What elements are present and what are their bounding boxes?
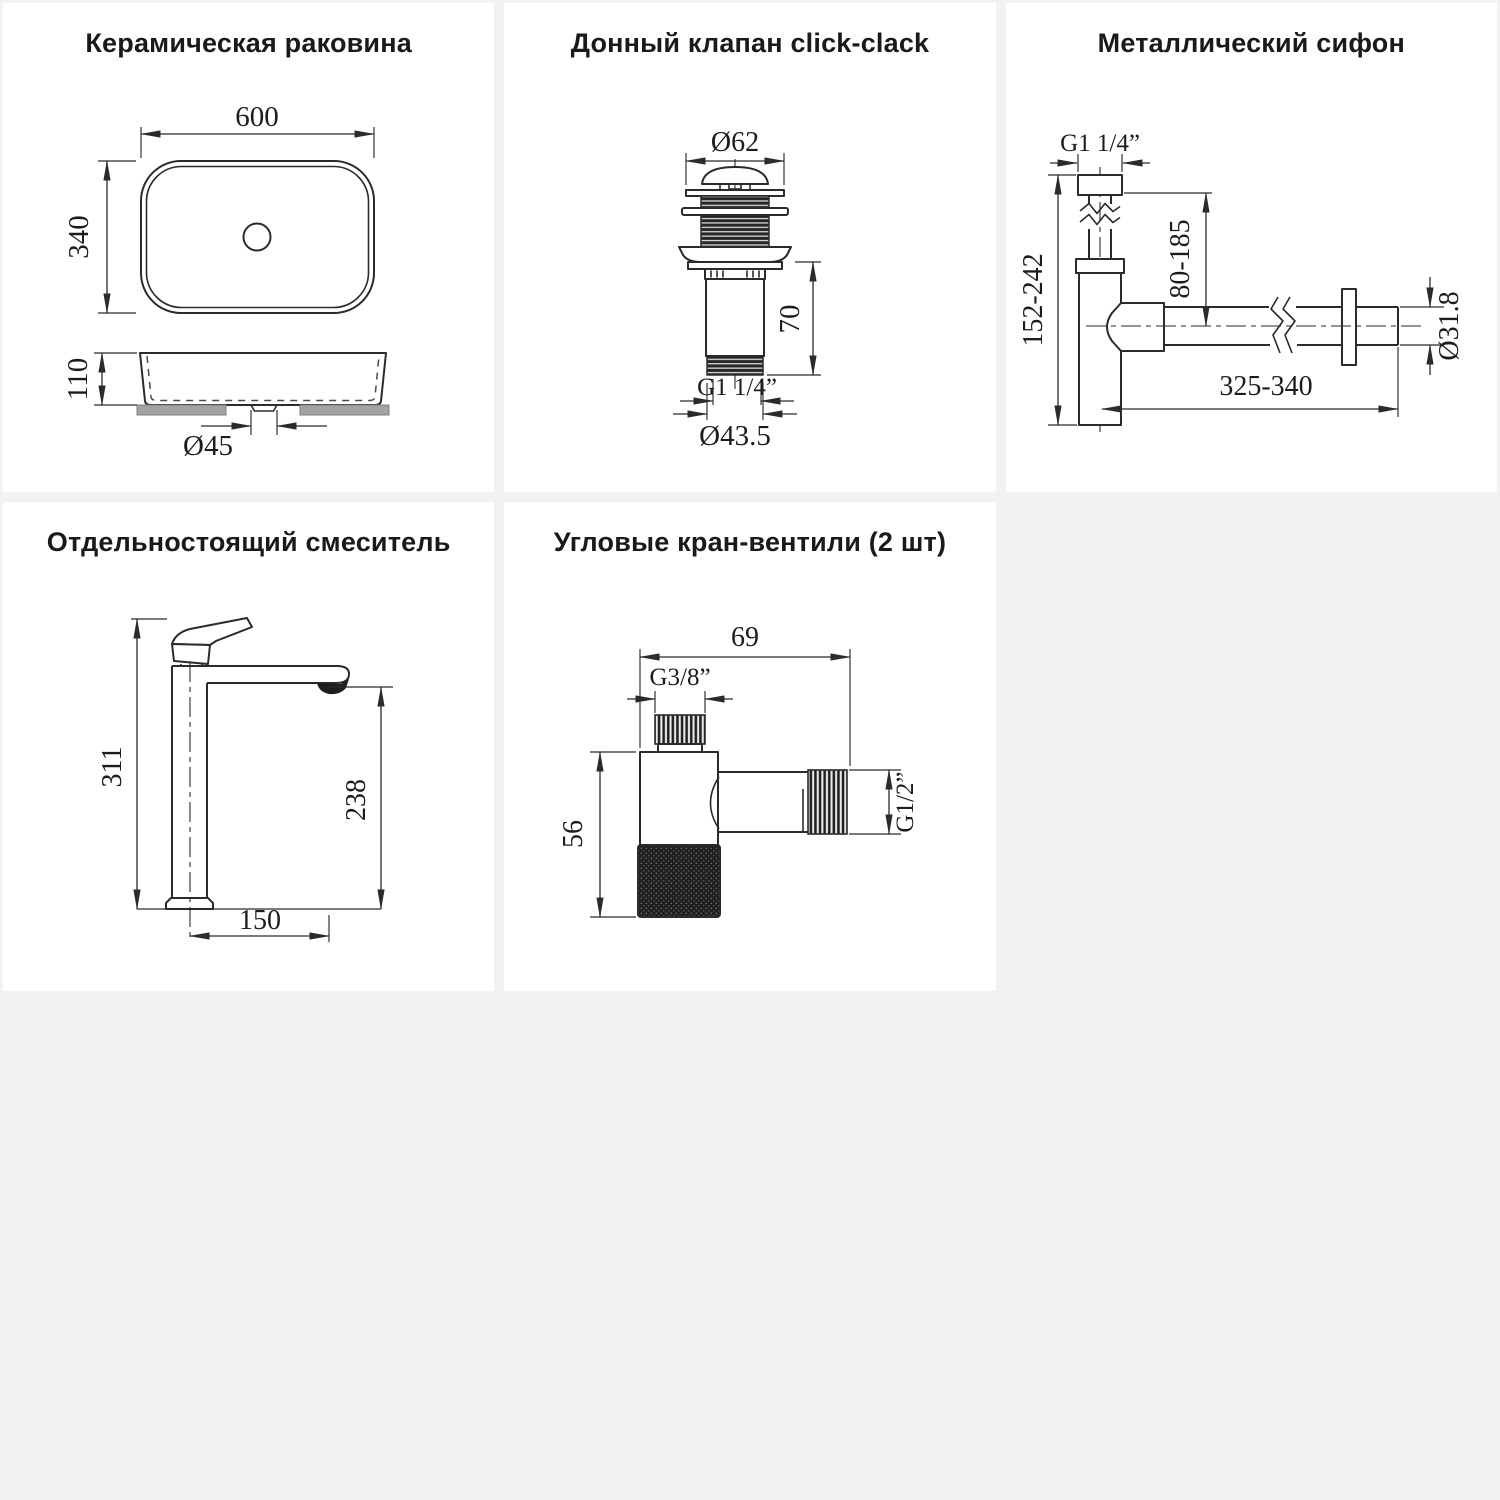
dim-sink-width: 600 [234, 101, 279, 133]
mixer-handle [172, 618, 252, 645]
siphon-coupling [1076, 259, 1124, 273]
dim-angle-valve-inlet: G3/8” [649, 664, 711, 691]
angle-valve-dim-height [558, 752, 636, 917]
valve-cap [702, 167, 768, 184]
valve-bottom-thread [707, 356, 763, 375]
drain-hole [243, 224, 270, 251]
angle-valve-outlet-thread [808, 770, 847, 834]
siphon-bottle [1079, 273, 1121, 425]
mounting-pad-left [137, 405, 226, 415]
panel-valve [504, 3, 995, 492]
panel-valve-title: Донный клапан click-clack [570, 28, 930, 58]
angle-valve-dim-outlet-thread [849, 770, 919, 834]
angle-valve-drawing [505, 582, 995, 982]
mixer-cartridge [172, 644, 210, 664]
dim-sink-depth: 340 [62, 215, 95, 259]
sink-dim-height [62, 353, 137, 405]
sink-dim-width [141, 101, 374, 158]
siphon-top-nut [1078, 175, 1122, 195]
valve-slot-ring [705, 269, 765, 279]
dim-sink-height: 110 [61, 357, 94, 401]
mixer-dim-reach [190, 905, 329, 942]
dim-mixer-reach: 150 [238, 905, 281, 936]
panel-mixer-title: Отдельностоящий смеситель [46, 527, 451, 557]
dim-siphon-thread: G1 1/4” [1060, 130, 1141, 157]
dim-valve-thread: G1 1/4” [697, 374, 777, 401]
dim-angle-valve-length: 69 [730, 622, 759, 653]
sink-dim-depth [63, 161, 136, 313]
siphon-escutcheon [1342, 289, 1356, 365]
dim-angle-valve-outlet: G1/2” [891, 771, 919, 833]
mixer-dim-total-height [97, 619, 167, 909]
sink-top-view [141, 161, 374, 313]
valve-dim-thread [680, 374, 794, 405]
dim-angle-valve-height: 56 [557, 820, 589, 848]
mixer-spout [172, 666, 349, 683]
panel-sink-title: Керамическая раковина [85, 28, 412, 58]
mixer-body-drawing [137, 618, 381, 940]
pipe-break [1271, 297, 1283, 353]
sink-side-view [137, 353, 389, 415]
dim-sink-drain: Ø45 [182, 430, 233, 462]
dim-siphon-inlet: 80-185 [1165, 219, 1197, 299]
dim-siphon-height: 152-242 [1018, 253, 1050, 347]
panel-mixer [3, 502, 494, 991]
angle-valve-body-drawing [638, 715, 847, 917]
siphon-dim-height [1018, 175, 1077, 425]
panel-angle-valve [504, 502, 995, 991]
dim-valve-height: 70 [773, 304, 806, 334]
valve-saucer-flange [679, 247, 791, 262]
sink-dim-drain [183, 410, 327, 462]
siphon-elbow [1107, 303, 1164, 351]
angle-valve-dim-inlet-thread [627, 664, 733, 713]
dim-valve-flange: Ø43.5 [699, 420, 771, 452]
dim-valve-cap: Ø62 [710, 127, 760, 158]
valve-thread-barrel [701, 196, 769, 250]
valve-drawing [505, 83, 995, 483]
dim-siphon-length: 325-340 [1219, 371, 1313, 402]
valve-lower-body [706, 279, 764, 356]
siphon-drawing [1006, 83, 1496, 483]
valve-locknut [682, 208, 788, 215]
dim-mixer-spout-height: 238 [340, 779, 372, 821]
mixer-drawing [4, 582, 494, 982]
mixer-dim-spout-height [326, 687, 393, 909]
siphon-dim-thread [1050, 130, 1150, 172]
dim-siphon-pipe: Ø31.8 [1434, 291, 1466, 361]
valve-top-flange [686, 190, 784, 196]
panel-siphon [1006, 3, 1497, 492]
dim-mixer-height: 311 [96, 746, 128, 788]
valve-body-drawing [679, 159, 791, 389]
panel-sink [3, 3, 494, 492]
sink-drawing [4, 83, 494, 483]
angle-valve-body [640, 752, 718, 845]
panel-angle-valve-title: Угловые кран-вентили (2 шт) [553, 527, 947, 557]
angle-valve-inlet-thread [655, 715, 705, 744]
valve-dim-height [767, 262, 821, 375]
panel-siphon-title: Металлический сифон [1097, 28, 1405, 58]
mounting-pad-right [300, 405, 389, 415]
angle-valve-knurled-handle [638, 845, 720, 917]
